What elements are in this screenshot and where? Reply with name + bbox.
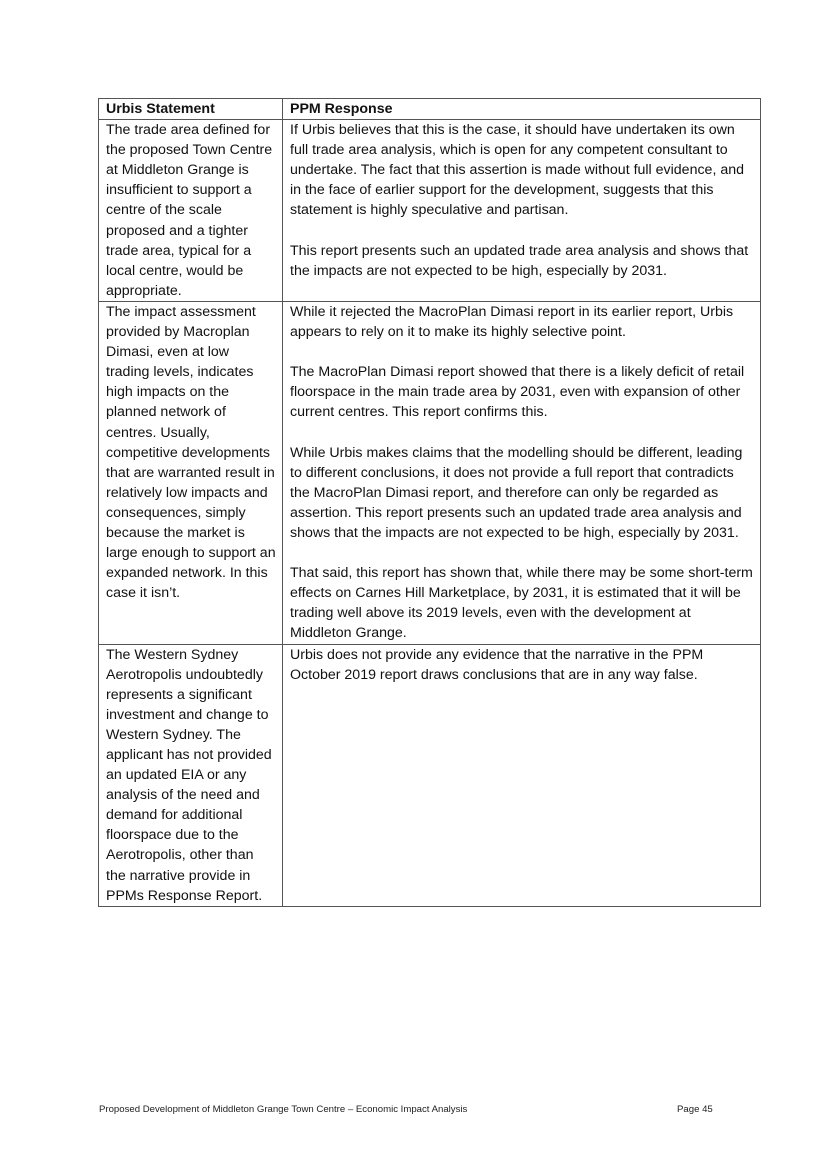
response-paragraph: If Urbis believes that this is the case, it should have undertaken its own full trade area analysis, which is open for any competent consultant to undertake. The fact that this assertion is made without full evidence, and in the face of earlier support for the development, suggests that this statement is highly speculative and partisan. — [290, 122, 744, 219]
footer-document-title: Proposed Development of Middleton Grange Town Centre – Economic Impact Analysis — [99, 1104, 468, 1115]
ppm-response-cell — [283, 120, 761, 302]
response-table — [98, 98, 761, 907]
response-paragraph: The MacroPlan Dimasi report showed that there is a likely deficit of retail floorspace in the main trade area by 2031, even with expansion of other current centres. This report confirms this. — [290, 364, 745, 421]
footer-page-number: Page 45 — [677, 1104, 713, 1115]
header-urbis-statement: Urbis Statement — [99, 99, 283, 120]
table-row — [99, 644, 761, 906]
ppm-response-cell — [283, 644, 761, 906]
urbis-statement-cell: The impact assessment provided by Macroplan Dimasi, even at low trading levels, indicates high impacts on the planned network of centres. Usually, competitive developments that are warranted result in relatively low impacts and consequences, simply because the market is large enough to support an expanded network. In this case it isn’t. — [99, 301, 283, 644]
table-row — [99, 301, 761, 644]
urbis-statement-cell: The trade area defined for the proposed Town Centre at Middleton Grange is insufficient to support a centre of the scale proposed and a tighter trade area, typical for a local centre, would be appropriate. — [99, 120, 283, 302]
header-ppm-response: PPM Response — [283, 99, 761, 120]
response-paragraph: While it rejected the MacroPlan Dimasi report in its earlier report, Urbis appears to rely on it to make its highly selective point. — [290, 303, 734, 341]
response-paragraph: While Urbis makes claims that the modelling should be different, leading to different conclusions, it does not provide a full report that contradicts the MacroPlan Dimasi report, and therefore can only be regarded as assertion. This report presents such an updated trade area analysis and shows that the impacts are not expected to be high, especially by 2031. — [290, 444, 743, 541]
table-row — [99, 120, 761, 302]
response-paragraph: This report presents such an updated trade area analysis and shows that the impacts are not expected to be high, especially by 2031. — [290, 242, 749, 279]
urbis-statement-cell: The Western Sydney Aerotropolis undoubtedly represents a significant investment and change to Western Sydney. The applicant has not provided an updated EIA or any analysis of the need and demand for additional floorspace due to the Aerotropolis, other than the narrative provide in PPMs Response Report. — [99, 644, 283, 906]
response-paragraph: Urbis does not provide any evidence that the narrative in the PPM October 2019 report draws conclusions that are in any way false. — [290, 646, 704, 683]
ppm-response-cell — [283, 301, 761, 644]
response-paragraph: That said, this report has shown that, while there may be some short-term effects on Carnes Hill Marketplace, by 2031, it is estimated that it will be trading well above its 2019 levels, even with the development at Middleton Grange. — [290, 565, 753, 642]
table-header-row — [99, 99, 761, 120]
